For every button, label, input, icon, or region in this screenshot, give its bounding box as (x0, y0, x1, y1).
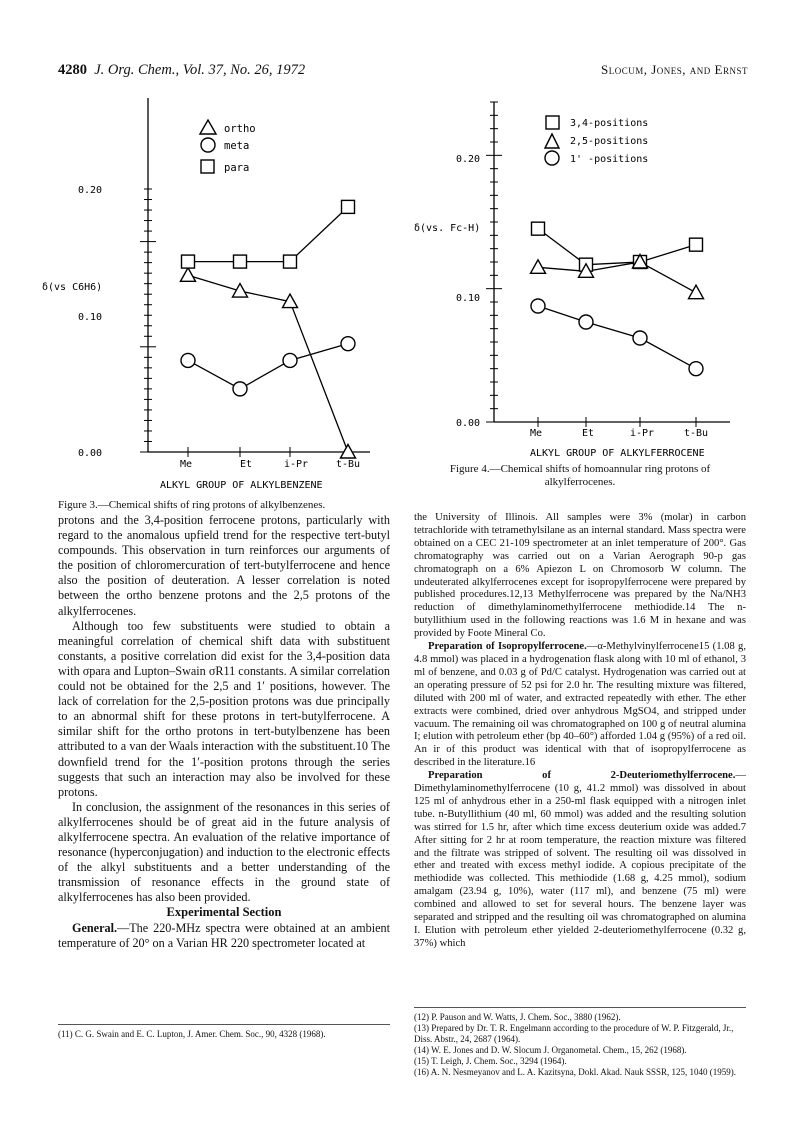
fig3-ytick-000: 0.00 (78, 448, 103, 459)
series-line-3-4-positions (538, 229, 696, 265)
fig4-ylabel: δ(vs. Fc-H) (414, 223, 481, 234)
series-line-ortho (188, 275, 348, 452)
figure-4-plot (410, 90, 755, 490)
fig4-legend-25: 2,5-positions (570, 136, 649, 147)
footnote-11: (11) C. G. Swain and E. C. Lupton, J. Amer. Chem. Soc., 90, 4328 (1968). (58, 1029, 326, 1039)
fig4-ytick-010: 0.10 (456, 293, 481, 304)
section-title: Experimental Section (166, 905, 282, 920)
deuteriomethyl-heading: Preparation of 2-Deuteriomethylferrocene. (428, 770, 736, 782)
fig4-ytick-020: 0.20 (456, 154, 481, 165)
journal-name: J. Org. Chem., Vol. 37, No. 26, 1972 (94, 62, 306, 78)
legend-square-icon (546, 116, 559, 129)
general-text: —The 220-MHz spectra were obtained at an ambient temperature of 20° on a Varian HR 220 spectrometer located at (58, 920, 390, 950)
data-point-circle (283, 353, 297, 367)
page-header (58, 62, 748, 82)
fig3-ytick-020: 0.20 (78, 185, 103, 196)
page-number: 4280 (58, 62, 87, 78)
figure-3-caption: Figure 3.—Chemical shifts of ring protons of alkylbenzenes. (58, 499, 326, 511)
footnote-16: (16) A. N. Nesmeyanov and L. A. Kazitsyna, Dokl. Akad. Nauk SSSR, 125, 1040 (1959). (414, 1067, 736, 1077)
fig4-legend-1p: 1' -positions (570, 154, 649, 165)
right-paragraph-1: the University of Illinois. All samples were 3% (molar) in carbon tetrachloride with tetramethylsilane as an internal standard. Mass spectra were obtained on a CEC 21-109 spectrometer at an inlet temperature of 200°. Gas chromatography was carried out on a Varian Aerograph 90-p gas chromatograph on a 6% Apiezon L on Chromosorb W column. The undeuterated alkylferrocenes except for isopropylferrocene were prepared by published procedures.12,13 Methylferrocene was prepared by the Na/NH3 reduction of dimethylaminomethylferrocene methiodide.14 The n-butyllithium used in the following reactions was 1.6 M in hexane and was provided by Foote Mineral Co. (414, 512, 746, 640)
data-point-square (532, 222, 545, 235)
left-paragraph-3: In conclusion, the assignment of the resonances in this series of alkylferrocenes should be of great aid in the future analysis of alkylferrocene spectra. An evaluation of the relative importance of resonance (hyperconjugation) and induction to the electronic effects of the alkyl substituents and a better understanding of the transmission of resonance effects in the ground state of alkylferrocenes has also been provided. (58, 799, 390, 905)
data-point-triangle (341, 445, 356, 459)
footnote-13: (13) Prepared by Dr. T. R. Engelmann according to the procedure of W. P. Fitzgerald, Jr., Diss. Abstr., 24, 2687 (1964). (414, 1023, 734, 1044)
fig4-xtick-me: Me (530, 428, 543, 439)
fig3-ytick-010: 0.10 (78, 312, 103, 323)
data-point-square (234, 255, 247, 268)
right-column (414, 512, 746, 951)
fig4-legend-34: 3,4-positions (570, 118, 649, 129)
general-heading: General. (72, 920, 118, 935)
data-point-circle (181, 353, 195, 367)
data-point-circle (633, 331, 647, 345)
data-point-circle (531, 299, 545, 313)
left-paragraph-1: protons and the 3,4-position ferrocene protons, particularly with regard to the anomalous upfield trend for the respective tert-butyl compounds. This observation in turn reinforces our arguments of the position of chloromercuration of tert-butylferrocene and hence also the position of deuteration. A lesser correlation is noted between the ortho benzene protons and the 2,5 protons of the alkylferrocenes. (58, 513, 390, 618)
fig3-legend-ortho: ortho (224, 123, 256, 135)
data-point-triangle (531, 260, 546, 274)
figure-4-caption: Figure 4.—Chemical shifts of homoannular ring protons of alkylferrocenes. (449, 463, 711, 488)
data-point-triangle (233, 284, 248, 298)
left-paragraph-2: Although too few substituents were studied to obtain a meaningful correlation of chemical shift data with substituent constants, a positive correlation did exist for the 3,4-position data with σpara and Lupton–Swain σR11 constants. A similar correlation could not be obtained for the 2,5 and 1′ positions, however. The lack of correlation for the 2,5-position protons was due principally to an abnormal shift for these protons in tert-butylferrocene. A similar shift for the ortho protons in tert-butylbenzene has been attributed to a van der Waals interaction with the substituent.10 The downfield trend for the 1′-position protons through the series suggests that such an interaction may also be involved for these protons. (58, 618, 390, 799)
fig4-ytick-000: 0.00 (456, 418, 481, 429)
fig3-ylabel: δ(vs C6H6) (42, 282, 103, 293)
data-point-circle (341, 337, 355, 351)
data-point-square (690, 238, 703, 251)
series-line-2-5-positions (538, 262, 696, 293)
series-line-meta (188, 344, 348, 389)
legend-triangle-icon (200, 120, 216, 134)
legend-triangle-icon (545, 134, 559, 148)
fig4-xlabel: ALKYL GROUP OF ALKYLFERROCENE (530, 448, 705, 459)
left-column (58, 513, 390, 951)
right-paragraph-3 (414, 770, 746, 951)
fig4-xtick-ipr: i-Pr (630, 428, 655, 439)
data-point-square (342, 200, 355, 213)
legend-circle-icon (545, 151, 559, 165)
figure-3 (40, 90, 400, 500)
fig4-xtick-et: Et (582, 428, 595, 439)
legend-circle-icon (201, 138, 215, 152)
fig3-xtick-tbu: t-Bu (336, 459, 361, 470)
data-point-circle (689, 362, 703, 376)
series-line-para (188, 207, 348, 262)
footnotes-left (58, 1024, 390, 1040)
fig3-xtick-me: Me (180, 459, 193, 470)
data-point-square (284, 255, 297, 268)
fig3-legend-para: para (224, 162, 250, 174)
data-point-square (182, 255, 195, 268)
fig3-xtick-ipr: i-Pr (284, 459, 309, 470)
isopropyl-heading: Preparation of Isopropylferrocene. (428, 641, 587, 653)
data-point-circle (579, 315, 593, 329)
data-point-triangle (181, 268, 196, 282)
running-authors: Slocum, Jones, and Ernst (601, 62, 748, 77)
fig3-legend-meta: meta (224, 140, 250, 152)
fig4-legend (545, 116, 648, 165)
fig4-xtick-tbu: t-Bu (684, 428, 709, 439)
deuteriomethyl-text: —Dimethylaminomethylferrocene (10 g, 41.2 mmol) was dissolved in about 125 ml of anhydrous ether in a 250-ml flask equipped with a nitrogen inlet tube. n-Butyllithium (40 ml, 60 mmol) was added and the resulting solution was stirred for 1.5 hr, after which time excess deuterium oxide was added.7 After sitting for 2 hr at room temperature, the reaction mixture was filtered and the filtrate was stripped of solvent. The resulting oil was dissolved in ether and treated with excess methyl iodide. A copious precipitate of the methiodide was collected. This methiodide (1.68 g, 4.25 mmol), sodium amalgam (23.94 g, 10%), water (117 ml), and benzene (75 ml) were combined and allowed to set for several hours. The benzene layer was separated and stripped and the resulting oil was chromatographed on alumina I. Elution with petroleum ether yielded 2-deuteriomethylferrocene (0.32 g, 37%) which (414, 770, 746, 949)
footnote-12: (12) P. Pauson and W. Watts, J. Chem. Soc., 3880 (1962). (414, 1012, 621, 1022)
journal-citation (58, 62, 305, 79)
fig3-legend (200, 120, 256, 174)
fig3-xtick-et: Et (240, 459, 253, 470)
isopropyl-text: —α-Methylvinylferrocene15 (1.08 g, 4.8 mmol) was placed in a hydrogenation flask along with 10 ml of ethanol, 3 ml of benzene, and 0.03 g of Pd/C catalyst. Hydrogenation was carried out at an operating pressure of 52 psi for 2.0 hr. The resulting mixture was filtered, diluted with 200 ml of water, and extracted repeatedly with ether. The ether extracts were combined, dried over anhydrous MgSO4, and stripped under vacuum. The remaining oil was chromatographed on 100 g of neutral alumina I; elution with petroleum ether (bp 40–60°) afforded 1.04 g (95%) of a red oil. An ir of this product was identical with that of isopropylferrocene as described in the literature.16 (414, 641, 746, 769)
legend-square-icon (201, 160, 214, 173)
fig3-xlabel: ALKYL GROUP OF ALKYLBENZENE (160, 480, 323, 491)
footnote-14: (14) W. E. Jones and D. W. Slocum J. Organometal. Chem., 15, 262 (1968). (414, 1045, 687, 1055)
figure-4 (410, 90, 755, 490)
series-line-1-positions (538, 306, 696, 369)
footnotes-right (414, 1007, 746, 1078)
figure-3-plot (40, 90, 400, 500)
right-paragraph-2 (414, 641, 746, 770)
data-point-triangle (689, 285, 704, 299)
left-paragraph-4 (58, 921, 390, 951)
footnote-15: (15) T. Leigh, J. Chem. Soc., 3294 (1964). (414, 1056, 567, 1066)
data-point-circle (233, 382, 247, 396)
